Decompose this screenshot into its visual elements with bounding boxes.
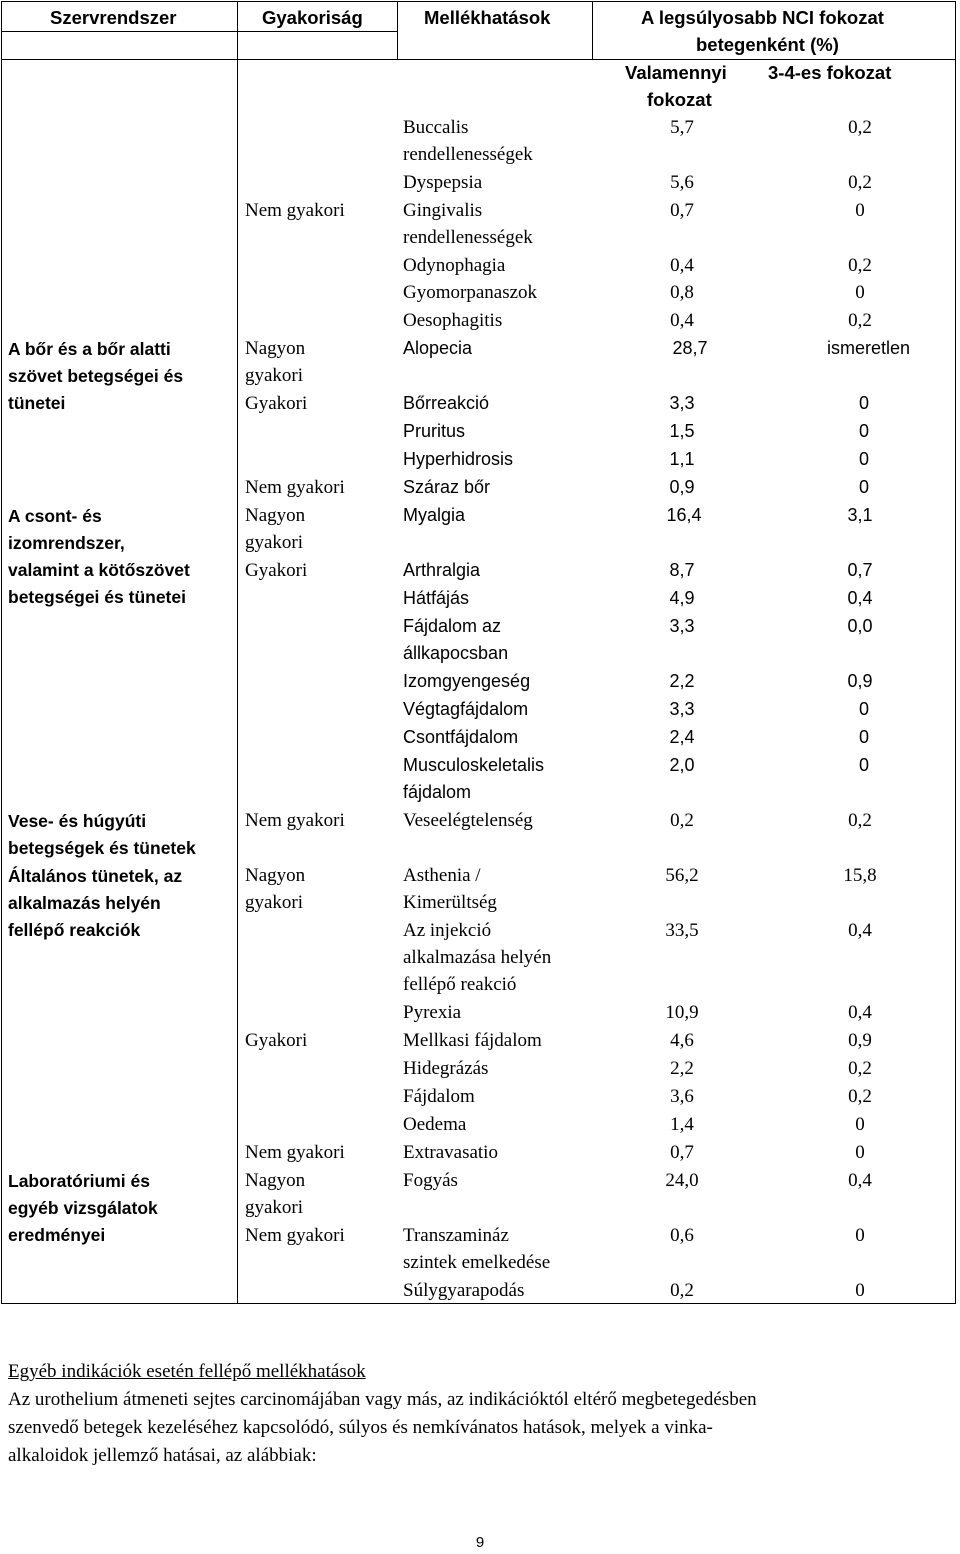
row-divider bbox=[2, 31, 397, 32]
column-divider bbox=[237, 2, 238, 1303]
system-musculoskeletal: A csont- és izomrendszer, valamint a kötőszövet betegségei és tünetei bbox=[8, 506, 190, 607]
system-skin: A bőr és a bőr alatti szövet betegségei és tünetei bbox=[8, 339, 184, 413]
frequency-label: Nagyon bbox=[245, 1170, 306, 1191]
header-all-grades-sub: fokozat bbox=[647, 89, 712, 110]
header-adverse-reactions: Mellékhatások bbox=[424, 7, 551, 28]
header-grade-3-4: 3-4-es fokozat bbox=[768, 62, 892, 83]
page-number: 9 bbox=[475, 1534, 485, 1551]
frequency-label: Nem gyakori bbox=[245, 477, 345, 498]
header-system: Szervrendszer bbox=[50, 7, 177, 28]
header-nci-grade-sub: betegenként (%) bbox=[696, 34, 839, 55]
frequency-label: Nem gyakori bbox=[245, 810, 345, 831]
paragraph-line: alkaloidok jellemző hatásai, az alábbiak: bbox=[8, 1445, 317, 1466]
paragraph-line: Az urothelium átmeneti sejtes carcinomájában vagy más, az indikációktól eltérő megbetegedésben bbox=[8, 1389, 757, 1410]
frequency-label: gyakori bbox=[245, 1197, 304, 1218]
section-heading: Egyéb indikációk esetén fellépő mellékhatások bbox=[8, 1361, 366, 1382]
header-all-grades: Valamennyi bbox=[625, 62, 727, 83]
frequency-label: Nagyon bbox=[245, 505, 306, 526]
frequency-label: Nagyon bbox=[245, 865, 306, 886]
frequency-label: Nagyon bbox=[245, 338, 306, 359]
frequency-label: gyakori bbox=[245, 892, 304, 913]
header-frequency: Gyakoriság bbox=[262, 7, 363, 28]
frequency-label: Nem gyakori bbox=[245, 1225, 345, 1246]
system-renal: Vese- és húgyúti betegségek és tünetek bbox=[8, 811, 196, 858]
frequency-label: Nem gyakori bbox=[245, 1142, 345, 1163]
frequency-label: Gyakori bbox=[245, 393, 308, 414]
frequency-label: Gyakori bbox=[245, 1030, 308, 1051]
frequency-label: Nem gyakori bbox=[245, 200, 345, 221]
system-general: Általános tünetek, az alkalmazás helyén fellépő reakciók bbox=[8, 866, 183, 940]
system-lab: Laboratóriumi és egyéb vizsgálatok eredményei bbox=[8, 1171, 158, 1245]
frequency-label: Gyakori bbox=[245, 560, 308, 581]
column-divider bbox=[592, 2, 593, 60]
column-divider bbox=[397, 2, 398, 60]
paragraph-line: szenvedő betegek kezeléséhez kapcsolódó, súlyos és nemkívánatos hatások, melyek a vinka- bbox=[8, 1417, 713, 1438]
frequency-label: gyakori bbox=[245, 532, 304, 553]
header-nci-grade: A legsúlyosabb NCI fokozat bbox=[641, 7, 884, 28]
frequency-label: gyakori bbox=[245, 365, 304, 386]
